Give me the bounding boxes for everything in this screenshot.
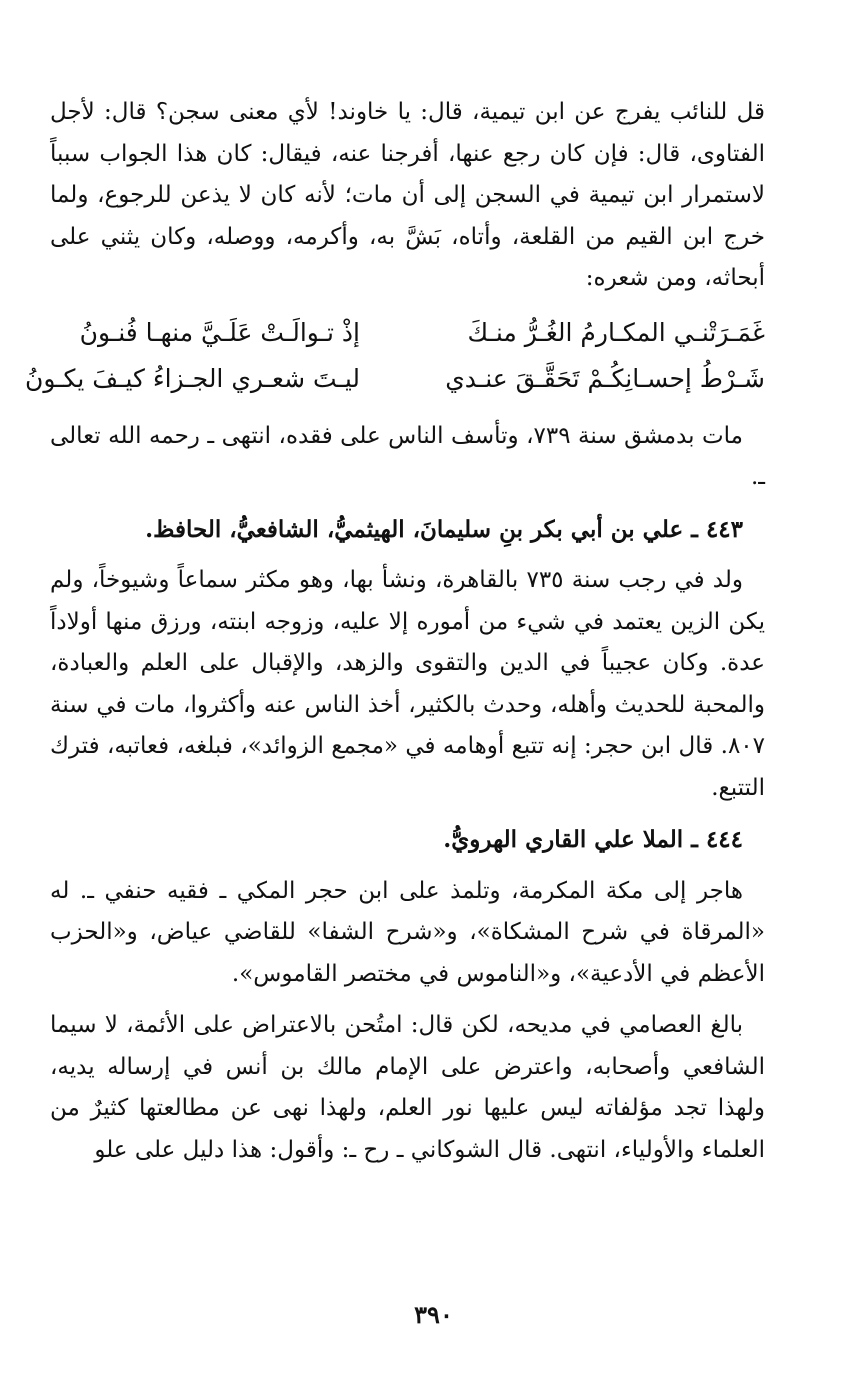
poem-verse [50, 310, 765, 356]
paragraph-entry-444-works: هاجر إلى مكة المكرمة، وتلمذ على ابن حجر المكي ـ فقيه حنفي ـ. له «المرقاة في شرح المشكاة»، و«شرح الشفا» للقاضي عياض، و«الحزب الأعظم في الأدعية»، و«الناموس في مختصر القاموس». [50, 877, 765, 987]
verse-hemistich-first: شَـرْطُ إحسـانِكُـمْ تَحَقَّـقَ عنـدي [445, 363, 765, 393]
page-body [24, 92, 765, 1181]
paragraph-death: مات بدمشق سنة ٧٣٩، وتأسف الناس على فقده، انتهى ـ رحمه الله تعالى ـ. [50, 422, 765, 490]
poem [24, 310, 765, 402]
verse-hemistich-second: ليـتَ شعـري الجـزاءُ كيـفَ يكـونُ [24, 363, 360, 393]
paragraph-intro: قل للنائب يفرج عن ابن تيمية، قال: يا خاوند! لأي معنى سجن؟ قال: لأجل الفتاوى، قال: فإن كان رجع عنها، أفرجنا عنه، فيقال: كان هذا الجواب سبباً لاستمرار ابن تيمية في السجن إلى أن مات؛ لأنه كان لا يذعن للرجوع، ولما خرج ابن القيم من القلعة، وأتاه، بَشَّ به، وأكرمه، ووصله، وكان يثني على أبحاثه، ومن شعره: [50, 99, 765, 291]
paragraph-entry-444-critique: بالغ العصامي في مديحه، لكن قال: امتُحن بالاعتراض على الأئمة، لا سيما الشافعي وأصحابه، واعترض على الإمام مالك بن أنس في إرساله يديه، ولهذا تجد مؤلفاته ليس عليها نور العلم، ولهذا نهى عن مطالعتها كثيرٌ من العلماء والأولياء، انتهى. قال الشوكاني ـ رح ـ: وأقول: هذا دليل على علو [50, 1012, 765, 1163]
entry-heading-443: ٤٤٣ ـ علي بن أبي بكر بنِ سليمانَ، الهيثميُّ، الشافعيُّ، الحافظ. [145, 515, 743, 543]
paragraph-entry-443: ولد في رجب سنة ٧٣٥ بالقاهرة، ونشأ بها، وهو مكثر سماعاً وشيوخاً، ولم يكن الزين يعتمد في شيء من أموره إلا عليه، وزوجه ابنته، ورزق منها أولاداً عدة. وكان عجيباً في الدين والتقوى والزهد، والإقبال على العلم والعبادة، والمحبة للحديث وأهله، وحدث بالكثير، أخذ الناس عنه وأكثروا، مات في سنة ٨٠٧. قال ابن حجر: إنه تتبع أوهامه في «مجمع الزوائد»، فبلغه، فعاتبه، فترك التتبع. [50, 567, 765, 801]
poem-verse [24, 356, 765, 402]
verse-hemistich-second: إذْ تـوالَـتْ عَلَـيَّ منهـا فُنـونُ [79, 317, 360, 347]
page-number: ٣٩٠ [414, 1300, 453, 1329]
entry-heading-444: ٤٤٤ ـ الملا علي القاري الهرويُّ. [443, 826, 743, 853]
verse-hemistich-first: غَمَـرَتْنـي المكـارمُ الغُـرُّ منـكَ [467, 317, 765, 347]
